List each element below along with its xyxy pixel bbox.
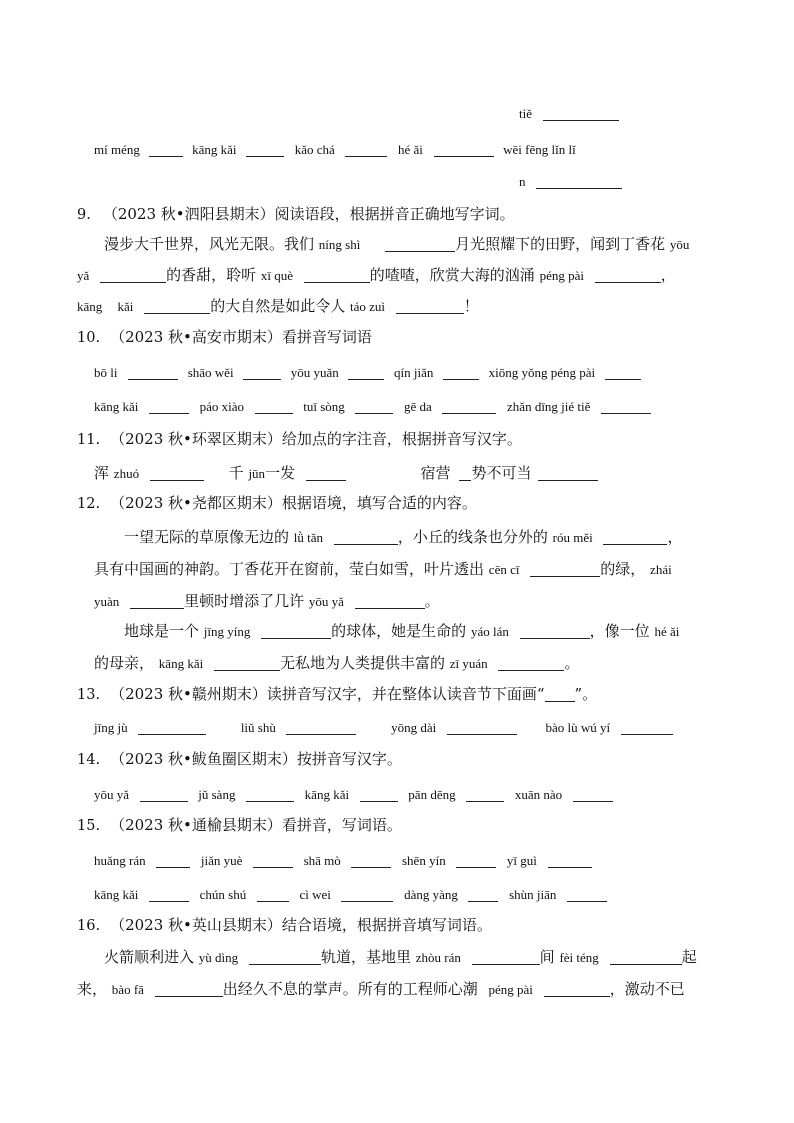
pinyin: yōu yǎ	[94, 787, 130, 802]
answer-blank[interactable]	[345, 141, 387, 157]
answer-blank[interactable]	[360, 786, 398, 802]
answer-blank[interactable]	[286, 719, 356, 735]
q8-line-1	[0, 103, 794, 125]
question-number: 11.	[77, 432, 101, 448]
question-number: 9.	[77, 207, 91, 223]
q12-line-5	[0, 652, 794, 674]
text: 间	[539, 948, 555, 966]
pinyin: shùn jiān	[509, 887, 557, 902]
text: ，	[660, 266, 676, 284]
answer-blank[interactable]	[246, 786, 294, 802]
answer-blank[interactable]	[610, 949, 682, 965]
question-title: 结合语境，根据拼音填写词语。	[281, 916, 492, 934]
text: 的母亲，	[94, 654, 155, 672]
pinyin: róu měi	[552, 530, 593, 545]
question-title: 读拼音写汉字，并在整体认读音节下面画“	[266, 685, 545, 703]
question-9-heading	[0, 203, 794, 225]
answer-blank[interactable]	[434, 141, 494, 157]
answer-blank[interactable]	[396, 298, 464, 314]
pinyin: bō li	[94, 365, 118, 380]
pinyin: zhuó	[113, 466, 140, 481]
text: 宿营	[420, 464, 451, 482]
answer-blank[interactable]	[603, 529, 667, 545]
pinyin: kāng kǎi	[304, 787, 350, 802]
answer-blank[interactable]	[150, 465, 204, 481]
question-10-heading	[0, 326, 794, 348]
pinyin: mí méng	[94, 142, 140, 157]
pinyin: cēn cī	[488, 562, 520, 577]
text: ，激动不已	[609, 980, 685, 998]
answer-blank[interactable]	[249, 949, 321, 965]
question-source: （2023 秋•鲅鱼圈区期末）	[110, 750, 297, 768]
question-title: 给加点的字注音，根据拼音写汉字。	[281, 430, 522, 448]
text: 一望无际的草原像无边的	[124, 528, 290, 546]
answer-blank[interactable]	[520, 623, 590, 639]
q9-line-1	[0, 233, 794, 255]
question-11-heading	[0, 428, 794, 450]
answer-blank[interactable]	[128, 364, 178, 380]
pinyin: kāng kǎi	[77, 299, 134, 314]
answer-blank[interactable]	[468, 886, 498, 902]
pinyin: péng pài	[539, 268, 584, 283]
question-16-heading	[0, 914, 794, 936]
pinyin: zhòu rán	[415, 950, 461, 965]
answer-blank[interactable]	[538, 465, 598, 481]
pinyin: páo xiào	[199, 399, 245, 414]
answer-blank[interactable]	[472, 949, 540, 965]
text: ！	[463, 297, 479, 315]
q10-row-2	[0, 396, 794, 418]
pinyin: gē da	[404, 399, 432, 414]
answer-blank[interactable]	[443, 364, 479, 380]
text: 月光照耀下的田野，闻到丁香花	[455, 235, 666, 253]
pinyin: bào lù wú yí	[545, 720, 611, 735]
pinyin: shāo wěi	[187, 365, 234, 380]
text: 浑	[94, 464, 110, 482]
answer-blank[interactable]	[138, 719, 206, 735]
question-13-heading	[0, 683, 794, 705]
pinyin: qín jiǎn	[394, 365, 434, 380]
question-number: 13.	[77, 687, 101, 703]
q12-line-2	[0, 558, 794, 580]
answer-blank[interactable]	[253, 852, 293, 868]
answer-blank[interactable]	[442, 398, 496, 414]
answer-blank[interactable]	[530, 561, 600, 577]
q16-line-1	[0, 946, 794, 968]
pinyin: yǎ	[77, 268, 90, 283]
answer-blank[interactable]	[100, 267, 166, 283]
answer-blank[interactable]	[605, 364, 641, 380]
text: 来，	[77, 980, 108, 998]
pinyin: yī guì	[506, 853, 537, 868]
pinyin: jǔ sàng	[198, 787, 236, 802]
pinyin: chún shú	[199, 887, 247, 902]
answer-blank[interactable]	[149, 886, 189, 902]
answer-blank[interactable]	[243, 364, 281, 380]
answer-blank[interactable]	[466, 786, 504, 802]
pinyin: zhǎn dīng jié tiě	[507, 399, 591, 414]
answer-blank[interactable]	[536, 173, 622, 189]
answer-blank[interactable]	[385, 236, 455, 252]
text: 里顿时增添了几许	[184, 592, 305, 610]
question-source: （2023 秋•尧都区期末）	[110, 494, 282, 512]
pinyin: yōng dài	[391, 720, 437, 735]
text: ，	[667, 528, 683, 546]
q15-row-1	[0, 850, 794, 872]
text: 的球体，她是生命的	[331, 622, 467, 640]
answer-blank[interactable]	[595, 267, 661, 283]
pinyin: hé ǎi	[654, 624, 680, 639]
text: 无私地为人类提供丰富的	[279, 654, 445, 672]
answer-blank[interactable]	[155, 981, 223, 997]
text: 的大自然是如此令人	[210, 297, 346, 315]
question-title: 根据语境，填写合适的内容。	[281, 494, 477, 512]
question-title: 看拼音写词语	[281, 328, 372, 346]
pinyin: yuàn	[94, 594, 120, 609]
pinyin: jīng yíng	[203, 624, 251, 639]
pinyin: níng shì	[318, 237, 361, 252]
answer-blank[interactable]	[246, 141, 284, 157]
pinyin: liǔ shù	[240, 720, 276, 735]
answer-blank[interactable]	[255, 398, 293, 414]
pinyin: jūn	[248, 466, 266, 481]
answer-blank[interactable]	[498, 655, 564, 671]
answer-blank[interactable]	[351, 852, 391, 868]
question-15-heading	[0, 814, 794, 836]
q9-line-3	[0, 295, 794, 317]
answer-blank[interactable]	[601, 398, 651, 414]
q9-line-2	[0, 264, 794, 286]
text: ，小丘的线条也分外的	[397, 528, 548, 546]
question-number: 15.	[77, 818, 101, 834]
pinyin: cì wei	[299, 887, 331, 902]
q11-row	[0, 462, 794, 484]
text: 的绿，	[600, 560, 646, 578]
pinyin: zhái	[650, 562, 672, 577]
question-source: （2023 秋•赣州期末）	[110, 685, 267, 703]
pinyin: tiě	[519, 106, 532, 121]
answer-blank[interactable]	[257, 886, 289, 902]
pinyin: dàng yàng	[404, 887, 458, 902]
text: 。	[564, 654, 580, 672]
pinyin: shā mò	[303, 853, 341, 868]
answer-blank[interactable]	[348, 364, 384, 380]
answer-blank[interactable]	[144, 298, 210, 314]
pinyin: yōu yǎ	[308, 594, 344, 609]
answer-blank[interactable]	[459, 465, 471, 481]
pinyin: hé ǎi	[397, 142, 423, 157]
answer-blank[interactable]	[567, 886, 607, 902]
pinyin: kāng kǎi	[94, 887, 139, 902]
answer-blank[interactable]	[149, 141, 183, 157]
q8-line-3	[0, 171, 794, 193]
text: 起	[681, 948, 697, 966]
pinyin: jīng jù	[94, 720, 128, 735]
answer-blank[interactable]	[341, 886, 393, 902]
pinyin: fèi téng	[559, 950, 599, 965]
answer-blank[interactable]	[261, 623, 331, 639]
text: 的喳喳，欣赏大海的汹涌	[369, 266, 535, 284]
q16-line-2	[0, 978, 794, 1000]
pinyin: tuī sòng	[303, 399, 345, 414]
answer-blank[interactable]	[456, 852, 496, 868]
answer-blank[interactable]	[214, 655, 280, 671]
text: 千	[228, 464, 244, 482]
text: 火箭顺利进入	[104, 948, 195, 966]
pinyin: yōu yuǎn	[290, 365, 339, 380]
question-source: （2023 秋•通榆县期末）	[110, 816, 282, 834]
q13-row	[0, 717, 794, 739]
question-source: （2023 秋•环翠区期末）	[110, 430, 282, 448]
text: ，像一位	[589, 622, 650, 640]
pinyin: xiōng yǒng péng pài	[488, 365, 596, 380]
pinyin: yáo lán	[470, 624, 509, 639]
question-number: 10.	[77, 330, 101, 346]
pinyin: kāng kǎi	[192, 142, 237, 157]
pinyin: shēn yín	[402, 853, 446, 868]
question-title: 按拼音写汉字。	[296, 750, 402, 768]
question-title: 看拼音，写词语。	[281, 816, 402, 834]
pinyin: pān dēng	[408, 787, 456, 802]
pinyin: kāng kǎi	[158, 656, 204, 671]
q10-row-1	[0, 362, 794, 384]
text: 势不可当	[471, 464, 532, 482]
answer-blank[interactable]	[573, 786, 613, 802]
answer-blank[interactable]	[621, 719, 673, 735]
question-source: （2023 秋•英山县期末）	[110, 916, 282, 934]
answer-blank[interactable]	[334, 529, 398, 545]
text: 一发	[265, 464, 296, 482]
question-title-end: ”。	[574, 685, 598, 703]
pinyin: bào fā	[111, 982, 144, 997]
question-number: 16.	[77, 918, 101, 934]
pinyin: péng pài	[488, 982, 533, 997]
text: 的香甜，聆听	[166, 266, 257, 284]
answer-blank[interactable]	[306, 465, 346, 481]
answer-blank[interactable]	[543, 105, 619, 121]
question-number: 12.	[77, 496, 101, 512]
pinyin: jiǎn yuè	[200, 853, 243, 868]
answer-blank[interactable]	[544, 981, 610, 997]
pinyin: táo zuì	[349, 299, 385, 314]
pinyin: xuān nào	[514, 787, 563, 802]
q12-line-3	[0, 590, 794, 612]
text: 轨道，基地里	[320, 948, 411, 966]
text: 漫步大千世界，风光无限。我们	[104, 235, 315, 253]
pinyin: yù dìng	[198, 950, 239, 965]
answer-blank[interactable]	[304, 267, 370, 283]
text: 具有中国画的神韵。丁香花开在窗前，莹白如雪，叶片透出	[94, 560, 485, 578]
q14-row	[0, 784, 794, 806]
pinyin: kǎo chá	[294, 142, 335, 157]
answer-blank[interactable]	[149, 398, 189, 414]
pinyin: zī yuán	[449, 656, 488, 671]
text: 地球是一个	[124, 622, 200, 640]
pinyin: lǜ tǎn	[293, 530, 324, 545]
answer-blank[interactable]	[140, 786, 188, 802]
text: 。	[424, 592, 440, 610]
answer-blank[interactable]	[130, 593, 184, 609]
answer-blank[interactable]	[355, 593, 425, 609]
pinyin: yōu	[669, 237, 690, 252]
q8-line-2	[0, 139, 794, 161]
pinyin: kāng kǎi	[94, 399, 139, 414]
pinyin: n	[519, 174, 526, 189]
answer-blank[interactable]	[156, 852, 190, 868]
question-14-heading	[0, 748, 794, 770]
pinyin: wēi fēng lǐn lǐ	[503, 142, 576, 157]
answer-blank[interactable]	[355, 398, 393, 414]
question-number: 14.	[77, 752, 101, 768]
question-source: （2023 秋•高安市期末）	[110, 328, 282, 346]
question-source: （2023 秋•泗阳县期末）	[102, 205, 275, 223]
answer-blank[interactable]	[548, 852, 592, 868]
question-12-heading	[0, 492, 794, 514]
pinyin: xī què	[260, 268, 293, 283]
q15-row-2	[0, 884, 794, 906]
underline-sample	[545, 686, 575, 702]
q12-line-1	[0, 526, 794, 548]
text: 出经久不息的掌声。所有的工程师心潮	[222, 980, 478, 998]
pinyin: huǎng rán	[94, 853, 146, 868]
question-title: 阅读语段，根据拼音正确地写字词。	[274, 205, 515, 223]
answer-blank[interactable]	[447, 719, 517, 735]
q12-line-4	[0, 620, 794, 642]
